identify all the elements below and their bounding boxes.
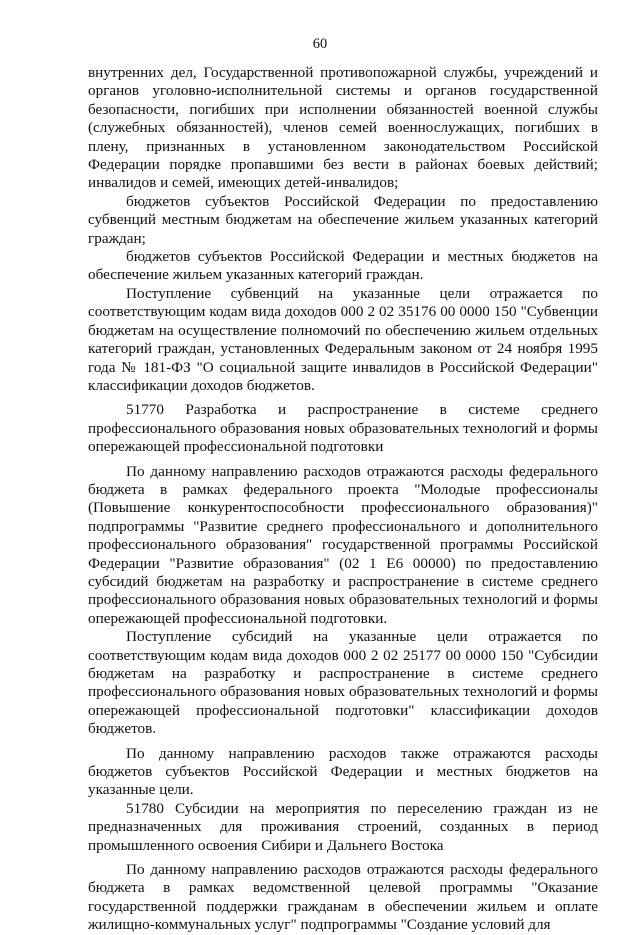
- paragraph-51780-expenses: По данному направлению расходов отражаются расходы федерального бюджета в рамках ведомственной целевой программы "Оказание государственной поддержки гражданам в обеспечении жильем и оплате жилищно-коммунальных услуг" подпрограммы "Создание условий для: [88, 861, 598, 934]
- document-body: [88, 64, 598, 935]
- page-number: 60: [312, 36, 328, 52]
- paragraph-51770-regional-expenses: По данному направлению расходов также отражаются расходы бюджетов субъектов Российской Федерации и местных бюджетов на указанные цели.: [88, 744, 598, 799]
- section-heading-51770: 51770 Разработка и распространение в системе среднего профессионального образования новых образовательных технологий и формы опережающей профессиональной подготовки: [88, 401, 598, 456]
- section-heading-51780: 51780 Субсидии на мероприятия по переселению граждан из не предназначенных для проживания строений, созданных в период промышленного освоения Сибири и Дальнего Востока: [88, 799, 598, 854]
- paragraph-regional-local-budgets: бюджетов субъектов Российской Федерации и местных бюджетов на обеспечение жильем указанных категорий граждан.: [88, 248, 598, 284]
- paragraph-subventions-income-codes: Поступление субвенций на указанные цели отражается по соответствующим кодам вида доходов 000 2 02 35176 00 0000 150 "Субвенции бюджетам на осуществление полномочий по обеспечению жильем отдельных категорий граждан, установленных Федеральным законом от 24 ноября 1995 года № 181-ФЗ "О социальной защите инвалидов в Российской Федерации" классификации доходов бюджетов.: [88, 284, 598, 394]
- paragraph-regional-budgets-subventions: бюджетов субъектов Российской Федерации по предоставлению субвенций местным бюджетам на обеспечение жильем указанных категорий граждан;: [88, 192, 598, 247]
- paragraph-51770-income-codes: Поступление субсидий на указанные цели отражается по соответствующим кодам вида доходов 000 2 02 25177 00 0000 150 "Субсидии бюджетам на разработку и распространение в системе среднего профессионального образования новых образовательных технологий и формы опережающей профессиональной подготовки" классификации доходов бюджетов.: [88, 628, 598, 738]
- paragraph-51770-expenses: По данному направлению расходов отражаются расходы федерального бюджета в рамках федерального проекта "Молодые профессионалы (Повышение конкурентоспособности профессионального образования)" подпрограммы "Развитие среднего профессионального и дополнительного профессионального образования" государственной программы Российской Федерации "Развитие образования" (02 1 Е6 00000) по предоставлению субсидий бюджетам на разработку и распространение в системе среднего профессионального образования новых образовательных технологий и формы опережающей профессиональной подготовки.: [88, 462, 598, 627]
- paragraph-continuation: внутренних дел, Государственной противопожарной службы, учреждений и органов уголовно-исполнительной системы и органов государственной безопасности, погибших при исполнении обязанностей военной службы (служебных обязанностей), членов семей военнослужащих, погибших в плену, признанных в установленном законодательством Российской Федерации порядке пропавшими без вести в районах боевых действий; инвалидов и семей, имеющих детей-инвалидов;: [88, 64, 598, 192]
